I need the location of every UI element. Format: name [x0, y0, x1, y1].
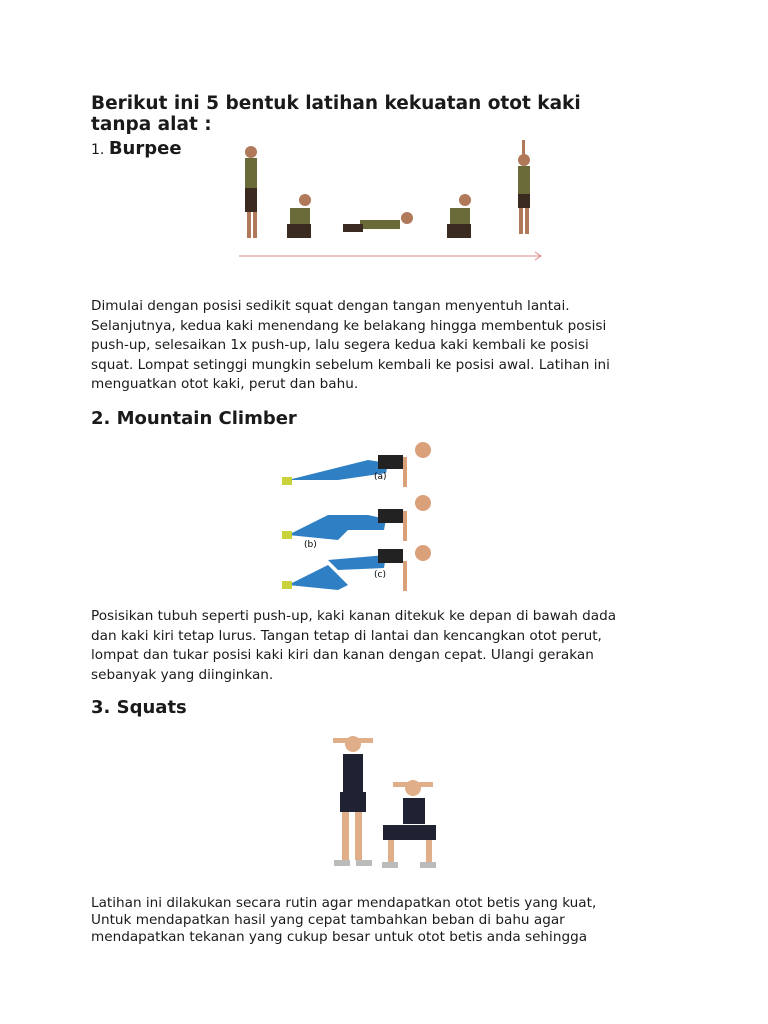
page-title — [91, 93, 581, 135]
mountain-climber-description — [91, 607, 616, 685]
title-line: tanpa alat : — [91, 114, 212, 135]
title-line: Berikut ini 5 bentuk latihan kekuatan otot kaki — [91, 93, 581, 114]
mountain-climber-image — [278, 435, 438, 603]
heading-text: Burpee — [108, 138, 182, 159]
label-c: (c) — [374, 570, 386, 580]
text-line: push-up, selesaikan 1x push-up, lalu segera kedua kaki kembali ke posisi — [91, 337, 589, 354]
text-line: Dimulai dengan posisi sedikit squat dengan tangan menyentuh lantai. — [91, 298, 570, 314]
text-line: sebanyak yang diinginkan. — [91, 666, 274, 683]
text-line: Selanjutnya, kedua kaki menendang ke belakang hingga membentuk posisi — [91, 317, 607, 334]
burpee-description — [91, 297, 610, 395]
text-line: Latihan ini dilakukan secara rutin agar mendapatkan otot betis yang kuat, — [91, 895, 597, 911]
squats-description — [91, 895, 596, 946]
text-line: dan kaki kiri tetap lurus. Tangan tetap di lantai dan kencangkan otot perut, — [91, 627, 602, 644]
label-a: (a) — [374, 472, 387, 482]
section-heading-burpee — [91, 138, 182, 159]
section-heading-squats: 3. Squats — [91, 697, 187, 718]
text-line: menguatkan otot kaki, perut dan bahu. — [91, 376, 359, 393]
burpee-image — [235, 138, 547, 262]
text-line: mendapatkan tekanan yang cukup besar untuk otot betis anda sehingga — [91, 929, 588, 945]
section-heading-mountain-climber: 2. Mountain Climber — [91, 408, 297, 429]
list-number: 1. — [91, 142, 105, 158]
label-b: (b) — [304, 540, 317, 550]
text-line: Posisikan tubuh seperti push-up, kaki kanan ditekuk ke depan di bawah dada — [91, 608, 617, 624]
text-line: Untuk mendapatkan hasil yang cepat tambahkan beban di bahu agar — [91, 912, 565, 928]
text-line: squat. Lompat setinggi mungkin sebelum kembali ke posisi awal. Latihan ini — [91, 356, 610, 373]
squats-image — [318, 730, 443, 875]
text-line: lompat dan tukar posisi kaki kiri dan kanan dengan cepat. Ulangi gerakan — [91, 647, 594, 664]
